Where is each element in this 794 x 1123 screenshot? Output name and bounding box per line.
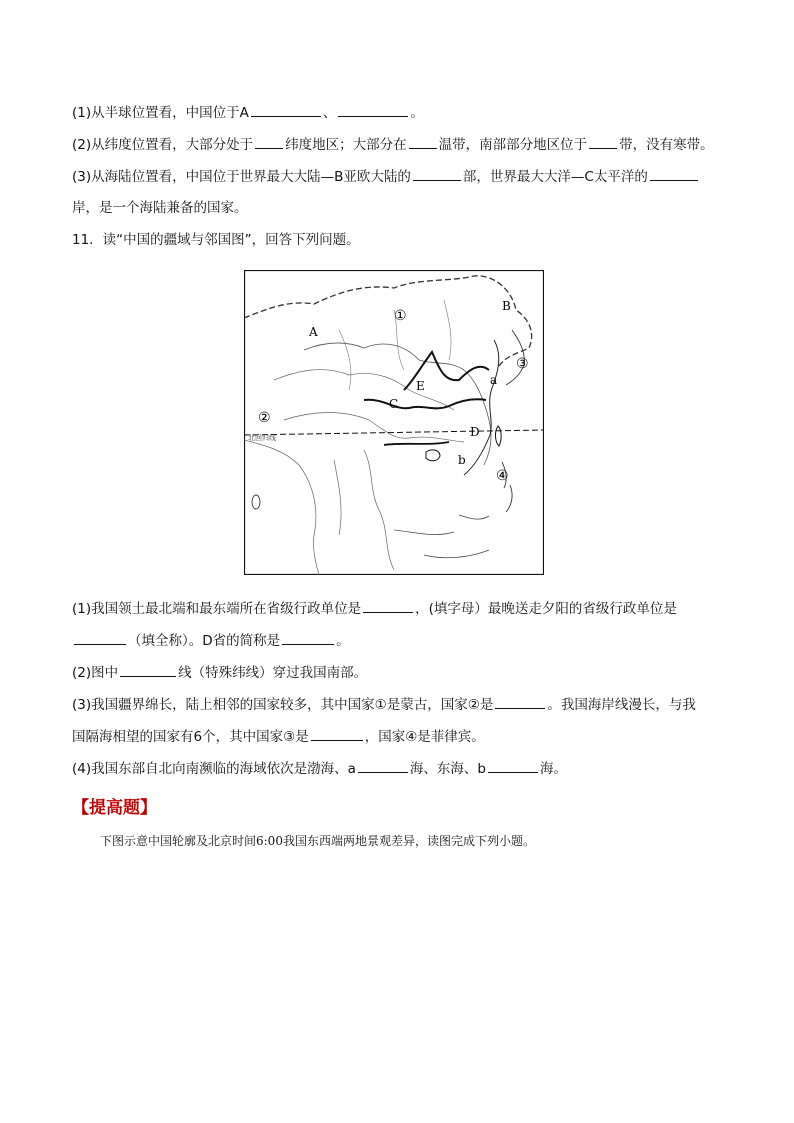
answer-blank[interactable]	[338, 102, 408, 117]
answer-blank[interactable]	[251, 102, 321, 117]
country-label-1: ①	[394, 308, 407, 324]
q11-part3-cont: 国隔海相望的国家有6个，其中国家③是 ，国家④是菲律宾。	[72, 726, 485, 747]
answer-blank[interactable]	[495, 694, 545, 709]
q11-part1-cont: （填全称）。D省的简称是 。	[72, 630, 350, 651]
answer-blank[interactable]	[358, 758, 408, 773]
answer-blank[interactable]	[363, 598, 413, 613]
sea-label-b: b	[458, 453, 466, 467]
country-label-3: ③	[516, 356, 529, 372]
sea-label-a: a	[490, 373, 498, 387]
province-label-D: D	[470, 425, 480, 439]
q10-part3-cont: 岸，是一个海陆兼备的国家。	[72, 200, 248, 216]
country-label-2: ②	[258, 410, 271, 426]
q11-part1: (1)我国领土最北端和最东端所在省级行政单位是 ，(填字母）最晚送走夕阳的省级行政单位是	[72, 598, 677, 619]
province-label-C: C	[389, 397, 399, 411]
answer-blank[interactable]	[650, 166, 698, 181]
province-label-B: B	[502, 299, 511, 313]
q11-part2: (2)图中 线（特殊纬线）穿过我国南部。	[72, 662, 367, 683]
answer-blank[interactable]	[120, 662, 176, 677]
answer-blank[interactable]	[311, 726, 363, 741]
q11-part3: (3)我国疆界绵长，陆上相邻的国家较多，其中国家①是蒙古，国家②是 。我国海岸线漫长，与我	[72, 694, 696, 715]
section-title: 【提高题】	[72, 798, 157, 818]
china-map-figure	[244, 270, 544, 575]
tropic-label: 北回归线	[248, 434, 276, 442]
answer-blank[interactable]	[413, 166, 461, 181]
q10-part3: (3)从海陆位置看，中国位于世界最大大陆—B亚欧大陆的 部，世界最大大洋—C太平洋的	[72, 166, 700, 187]
q10-part1: (1)从半球位置看，中国位于A 、 。	[72, 102, 424, 123]
province-label-E: E	[416, 379, 425, 393]
answer-blank[interactable]	[409, 134, 437, 149]
answer-blank[interactable]	[488, 758, 538, 773]
answer-blank[interactable]	[74, 630, 126, 645]
answer-blank[interactable]	[589, 134, 617, 149]
q10-part2: (2)从纬度位置看，大部分处于 纬度地区；大部分在 温带，南部部分地区位于 带，没有寒带。	[72, 134, 714, 155]
answer-blank[interactable]	[255, 134, 283, 149]
q11-part4: (4)我国东部自北向南濒临的海域依次是渤海、a 海、东海、b 海。	[72, 758, 567, 779]
q11-title: 11．读“中国的疆域与邻国图”，回答下列问题。	[72, 232, 360, 248]
section-intro: 下图示意中国轮廓及北京时间6:00我国东西端两地景观差异，读图完成下列小题。	[100, 834, 535, 848]
country-label-4: ④	[496, 468, 509, 484]
answer-blank[interactable]	[282, 630, 334, 645]
province-label-A: A	[309, 325, 318, 339]
